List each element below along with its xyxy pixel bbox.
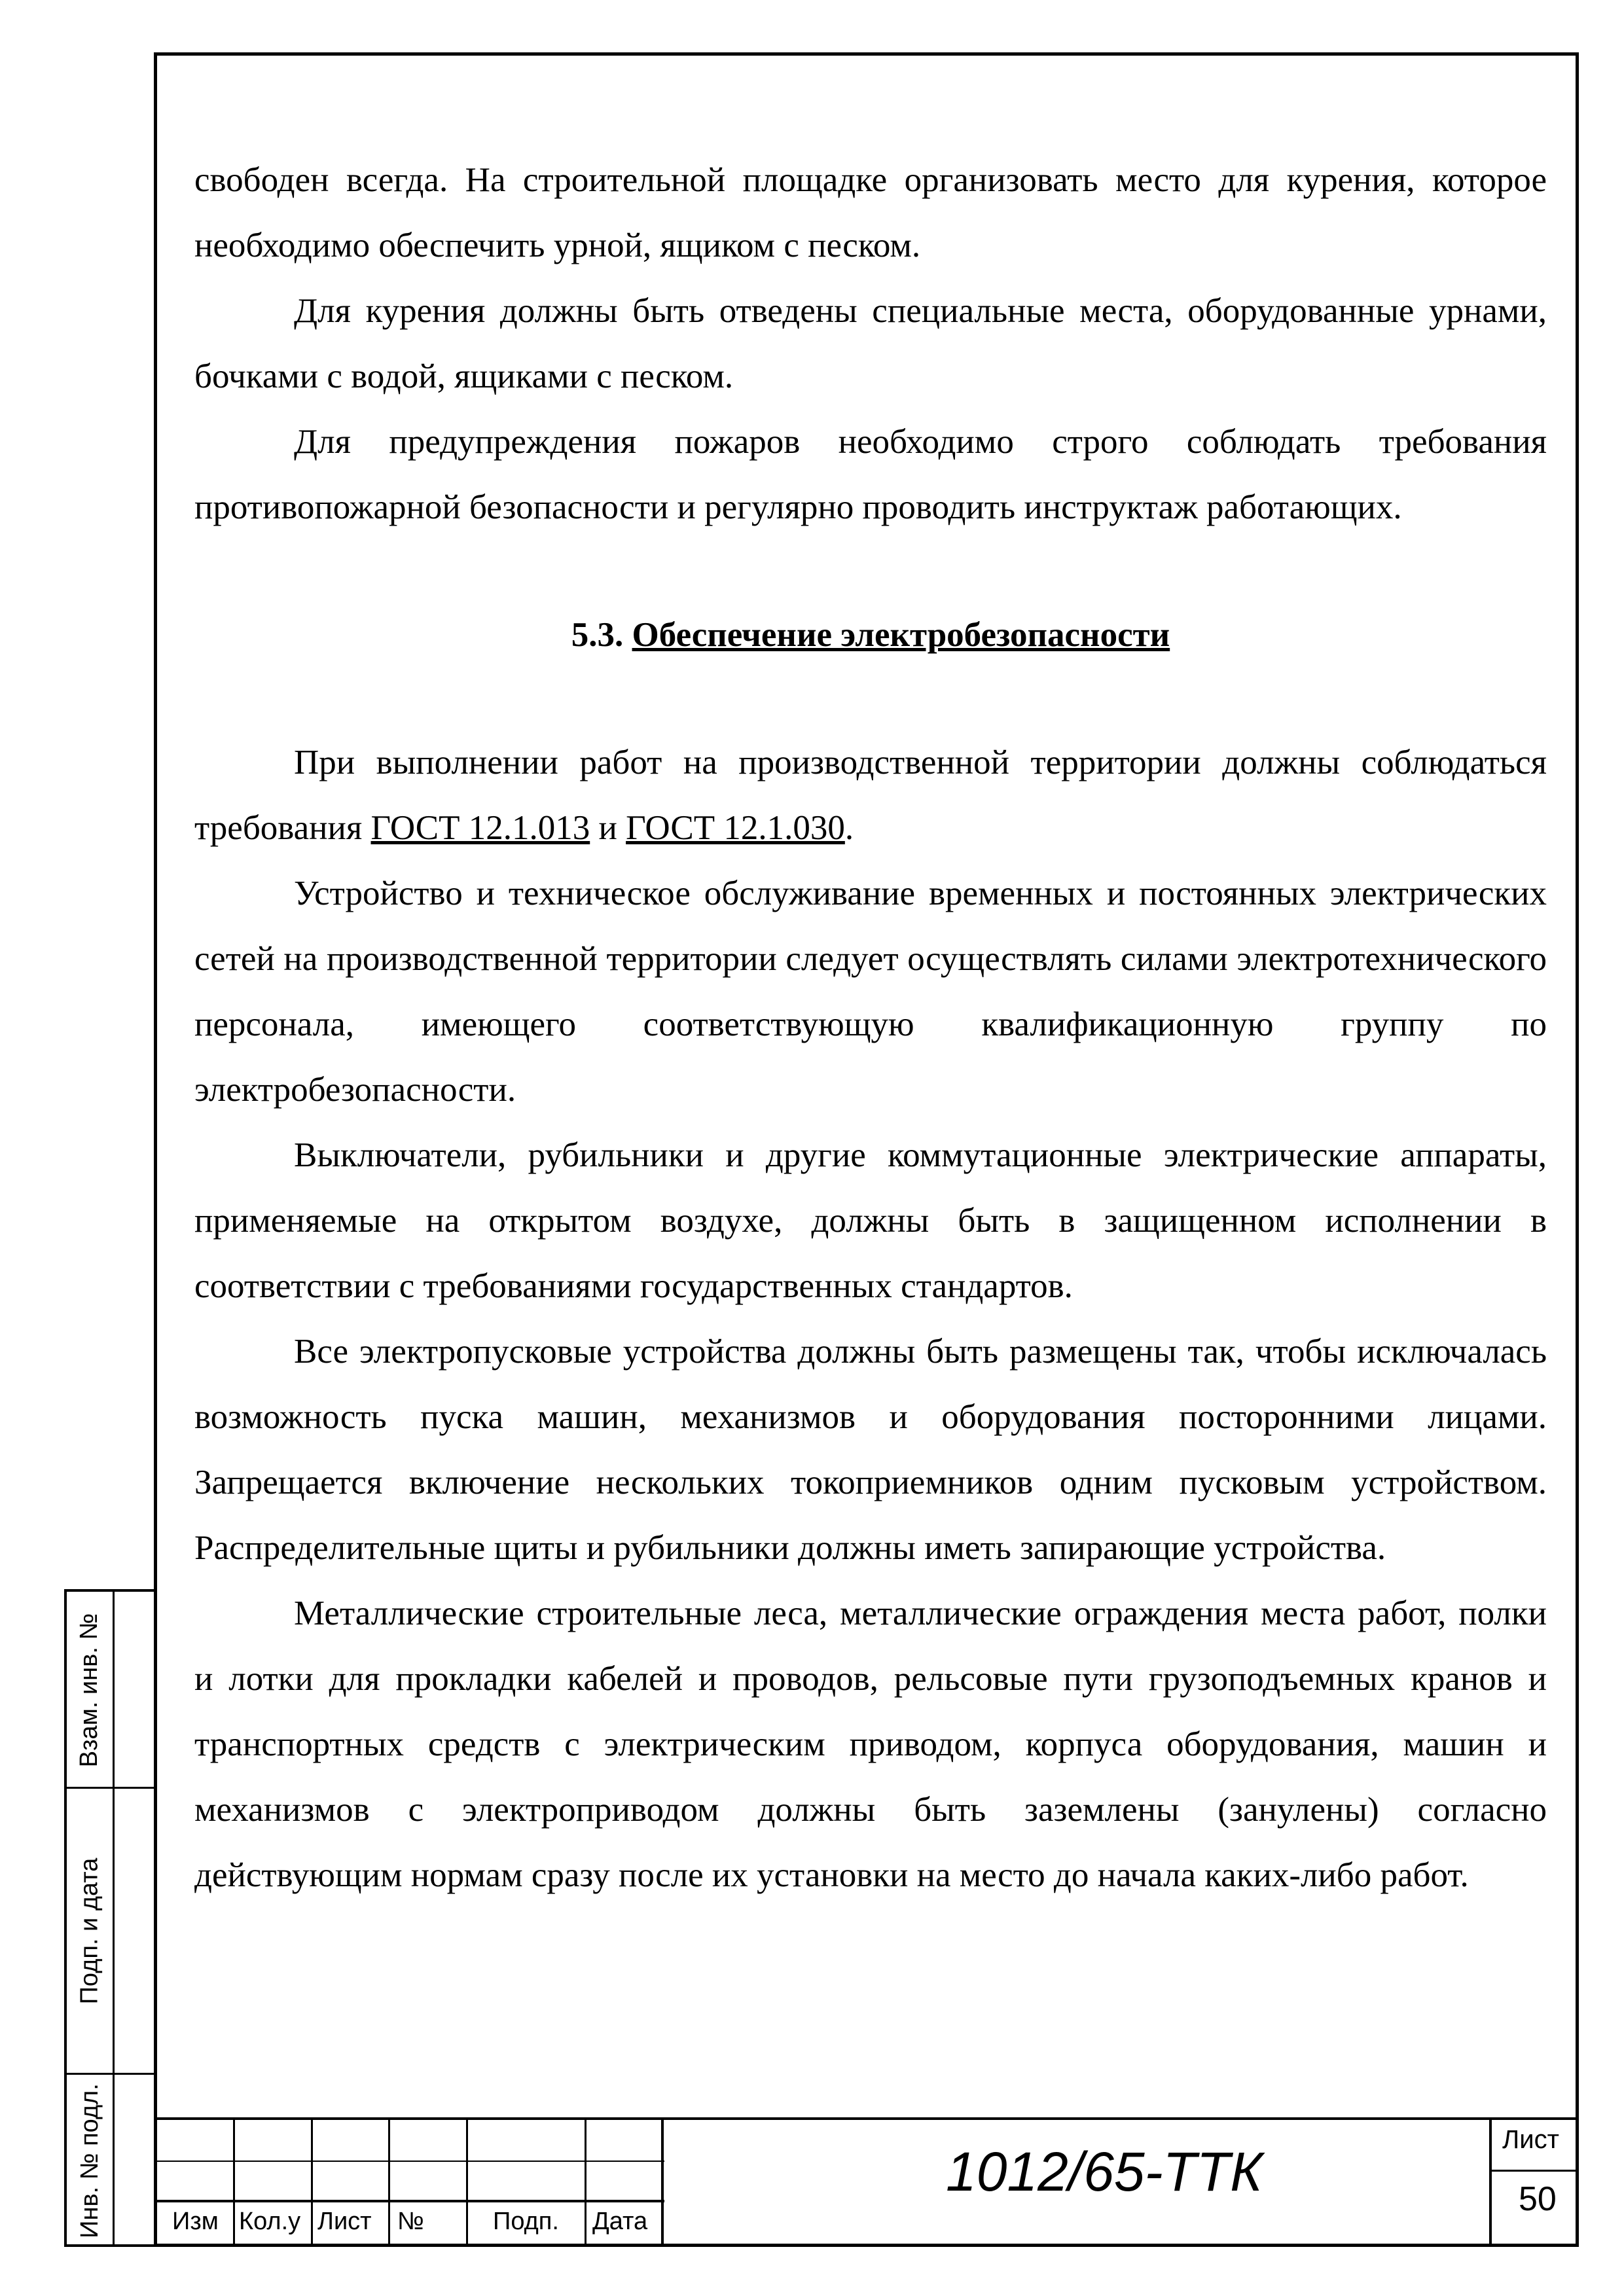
col-kolu: Кол.у <box>239 2208 301 2235</box>
sheet-number: 50 <box>1519 2180 1557 2218</box>
paragraph: Все электропусковые устройства должны быть размещены так, чтобы исключалась возможность пуска машин, механизмов и оборудования посторонними лицами. Запрещается включение нескольких токоприемников одним пусковым устройством. Распределительные щиты и рубильники должны иметь запирающие устройства. <box>194 1333 1547 1567</box>
divider <box>1489 2170 1579 2172</box>
paragraph: свободен всегда. На строительной площадке организовать место для курения, которое необходимо обеспечить урной, ящиком с песком. <box>194 161 1547 264</box>
side-cell-podp <box>67 1788 154 2074</box>
divider <box>661 2117 664 2247</box>
side-label-inv: Инв. № подл. <box>75 2083 103 2238</box>
col-number: № <box>397 2208 424 2235</box>
section-heading <box>194 602 1547 668</box>
side-cell-vzam <box>67 1592 154 1788</box>
paragraph-text: . <box>844 809 854 847</box>
col-data: Дата <box>592 2208 648 2235</box>
paragraph: Для курения должны быть отведены специальные места, оборудованные урнами, бочками с водой, ящиками с песком. <box>194 292 1547 395</box>
divider <box>388 2117 390 2247</box>
divider <box>466 2117 468 2247</box>
side-stamp <box>64 1589 154 2247</box>
paragraph: Металлические строительные леса, металлические ограждения места работ, полки и лотки для прокладки кабелей и проводов, рельсовые пути грузоподъемных кранов и транспортных средств с электрическим приводом, корпуса оборудования, машин и механизмов с электроприводом должны быть заземлены (занулены) согласно действующим нормам сразу после их установки на место до начала каких-либо работ. <box>194 1594 1547 1894</box>
gost-link[interactable]: ГОСТ 12.1.030 <box>626 809 845 847</box>
paragraph-text: и <box>590 809 626 847</box>
title-block <box>154 2117 1579 2247</box>
section-number: 5.3. <box>571 616 624 654</box>
paragraph: Устройство и техническое обслуживание временных и постоянных электрических сетей на производственной территории следует осуществлять силами электротехнического персонала, имеющего соответствующую квалификационную группу по электробезопасности. <box>194 874 1547 1109</box>
divider <box>154 2161 664 2162</box>
col-list: Лист <box>317 2208 372 2235</box>
paragraph-text: При выполнении работ на производственной территории должны соблюдаться требования <box>194 744 1547 847</box>
side-cell-inv <box>67 2074 154 2247</box>
document-code: 1012/65-ТТК <box>946 2141 1263 2202</box>
paragraph: Выключатели, рубильники и другие коммутационные электрические аппараты, применяемые на открытом воздухе, должны быть в защищенном исполнении в соответствии с требованиями государственных стандартов. <box>194 1136 1547 1305</box>
paragraph: Для предупреждения пожаров необходимо строго соблюдать требования противопожарной безопасности и регулярно проводить инструктаж работающих. <box>194 423 1547 526</box>
divider <box>154 2117 1579 2120</box>
divider <box>1489 2117 1492 2247</box>
col-izm: Изм <box>172 2208 219 2235</box>
paragraph <box>194 730 1547 861</box>
divider <box>154 2200 664 2202</box>
divider <box>233 2117 235 2247</box>
divider <box>311 2117 313 2247</box>
side-label-podp: Подп. и дата <box>75 1857 103 2005</box>
side-label-vzam: Взам. инв. № <box>75 1613 103 1767</box>
section-title: Обеспечение электробезопасности <box>632 616 1170 654</box>
col-podp: Подп. <box>493 2208 559 2235</box>
divider <box>585 2117 586 2247</box>
sheet-label: Лист <box>1502 2125 1559 2154</box>
document-body <box>194 147 1547 1908</box>
gost-link[interactable]: ГОСТ 12.1.013 <box>370 809 590 847</box>
